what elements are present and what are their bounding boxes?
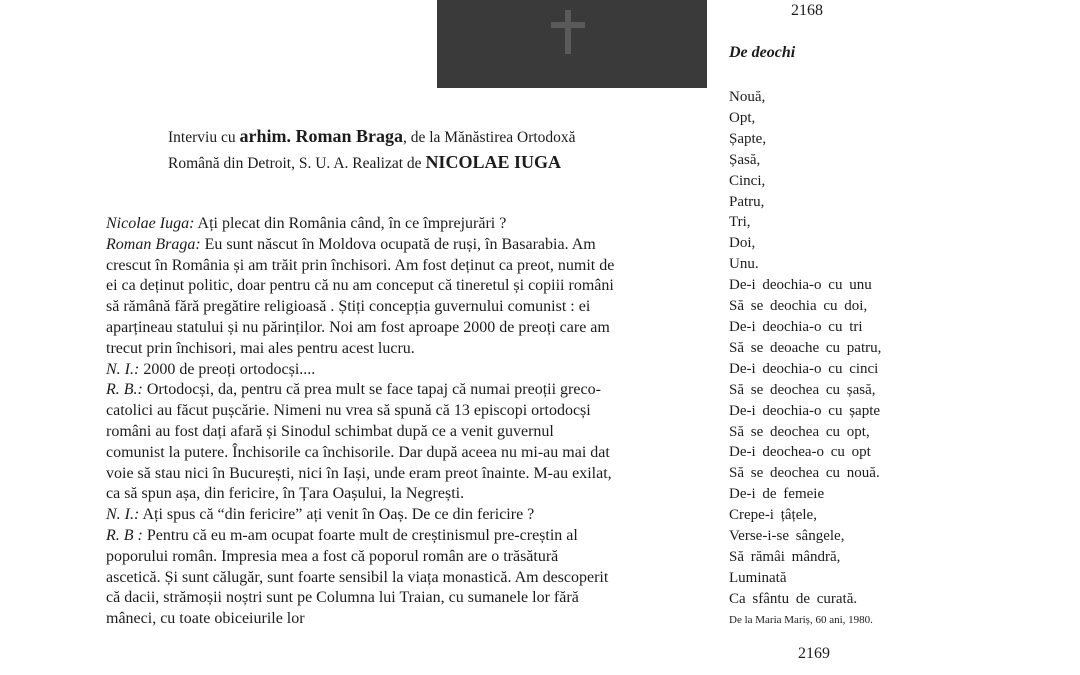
poem-line: De-i deochia-o cu tri bbox=[729, 318, 863, 335]
poem-line: Ca sfântu de curată. bbox=[729, 590, 858, 607]
interview-line: Roman Braga: Eu sunt născut în Moldova ocupată de ruși, în Basarabia. Am bbox=[106, 235, 596, 253]
speaker-label: R. B : bbox=[106, 526, 143, 544]
interview-line: trecut prin închisori, mai ales pentru acest lucru. bbox=[106, 339, 415, 357]
speaker-label: N. I.: bbox=[106, 506, 140, 524]
poem-line: De-i deochia-o cu cinci bbox=[729, 360, 879, 377]
interview-line: aparțineau statului și nu părinților. Noi am fost aproape 2000 de preoți care am bbox=[106, 318, 610, 336]
interview-line: R. B : Pentru că eu m-am ocupat foarte mult de creștinismul pre-creștin al bbox=[106, 526, 578, 544]
speaker-label: Roman Braga: bbox=[106, 235, 201, 253]
poem-line: Să se deochea cu șasă, bbox=[729, 381, 876, 398]
poem-line: Luminată bbox=[729, 569, 787, 586]
poem bbox=[729, 87, 881, 629]
poem-line: Cinci, bbox=[729, 172, 766, 189]
poem-line: Opt, bbox=[729, 109, 756, 126]
poem-line: Să se deochea cu nouă. bbox=[729, 465, 880, 482]
interview-text bbox=[106, 214, 716, 630]
photo bbox=[437, 0, 707, 88]
interview-line: crescut în România și am trăit prin închisori. Am fost deținut ca preot, numit de bbox=[106, 256, 615, 274]
poem-line: De-i deochia-o cu șapte bbox=[729, 402, 881, 419]
poem-title: De deochi bbox=[729, 44, 796, 61]
interview-line: ascetică. Și sunt călugăr, sunt foarte sensibil la viața monastică. Am descoperit bbox=[106, 568, 609, 586]
interview-line: ca să spun așa, din fericire, în Țara Oașului, la Negrești. bbox=[106, 485, 465, 503]
poem-line: Unu. bbox=[729, 256, 759, 273]
poem-line: Să se deochea cu opt, bbox=[729, 423, 870, 440]
interview-line: N. I.: Ați spus că “din fericire” ați venit în Oaș. De ce din fericire ? bbox=[106, 506, 535, 524]
speaker-label: R. B.: bbox=[106, 381, 143, 399]
poem-line: Crepe-i țâțele, bbox=[729, 507, 817, 524]
interview-line: Nicolae Iuga: Ați plecat din România când, în ce împrejurări ? bbox=[106, 215, 507, 232]
poem-line: Șapte, bbox=[729, 130, 767, 147]
intro-line-1: Interviu cu arhim. Roman Braga, de la Mănăstirea Ortodoxă bbox=[168, 126, 576, 146]
interview-line: poporului român. Impresia mea a fost că poporul român are o trăsătură bbox=[106, 547, 559, 565]
interview-line: să rămână fără pregătire religioasă . Știți concepția guvernului comunist : ei bbox=[106, 298, 591, 316]
interview-line: catolici au făcut pușcărie. Nimeni nu vrea să spună că 13 episcopi ortodocși bbox=[106, 402, 591, 420]
interviewee-name: arhim. Roman Braga bbox=[239, 126, 403, 146]
poem-line: De-i deochea-o cu opt bbox=[729, 444, 871, 461]
interview-line: comunist la putere. Închisorile ca închisorile. Dar după aceea nu mi-au mai dat bbox=[106, 443, 610, 461]
intro-line-2: Română din Detroit, S. U. A. Realizat de NICOLAE IUGA bbox=[168, 152, 561, 172]
page-number-top: 2168 bbox=[791, 2, 823, 19]
poem-line: Să se deochia cu doi, bbox=[729, 298, 868, 315]
interview-line: că dacii, strămoșii noștri sunt pe Columna lui Traian, cu sumanele lor fără bbox=[106, 589, 579, 607]
speaker-label: N. I.: bbox=[106, 360, 140, 378]
poem-line: Doi, bbox=[729, 235, 756, 252]
interview-line: N. I.: 2000 de preoți ortodocși.... bbox=[106, 360, 316, 378]
poem-line: Să se deoache cu patru, bbox=[729, 339, 882, 356]
article-intro bbox=[168, 124, 576, 176]
poem-line: Tri, bbox=[729, 214, 751, 231]
poem-line: Verse-i-se sângele, bbox=[729, 528, 845, 545]
interview-line: voie să stau nici în București, nici în Iași, unde eram preot înainte. M-au exilat, bbox=[106, 464, 612, 482]
poem-line: De-i deochia-o cu unu bbox=[729, 277, 872, 294]
poem-line: Patru, bbox=[729, 193, 765, 210]
poem-line: De-i de femeie bbox=[729, 486, 825, 503]
interview-line: R. B.: Ortodocși, da, pentru că prea mult se face tapaj că numai preoții greco- bbox=[106, 381, 601, 399]
interview-line: ei ca deținut politic, doar pentru că nu am conceput că tineretul și copiii români bbox=[106, 277, 614, 295]
interview-line: români au fost dați afară și Sinodul schimbat după ce a venit guvernul bbox=[106, 422, 554, 440]
interviewer-name: NICOLAE IUGA bbox=[425, 152, 561, 172]
poem-line: Șasă, bbox=[729, 151, 761, 168]
poem-source: De la Maria Mariș, 60 ani, 1980. bbox=[729, 613, 873, 626]
page-number-bottom: 2169 bbox=[798, 645, 830, 662]
speaker-label: Nicolae Iuga: bbox=[106, 215, 195, 232]
poem-line: Nouă, bbox=[729, 89, 766, 105]
interview-line: mâneci, cu toate obiceiurile lor bbox=[106, 610, 305, 628]
poem-line: Să rămâi mândră, bbox=[729, 548, 841, 565]
